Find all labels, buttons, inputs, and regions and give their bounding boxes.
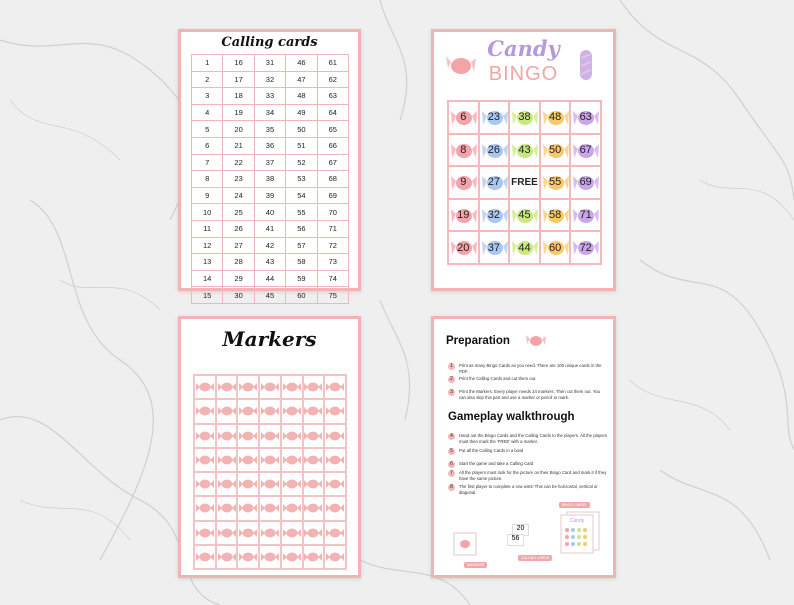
marker-cell (216, 472, 238, 496)
calling-cards-row (192, 237, 349, 254)
bingo-card-page (431, 29, 616, 291)
marker-cell (324, 375, 346, 399)
marker-cell (259, 521, 281, 545)
instruction-step (448, 470, 608, 481)
bingo-number: 63 (579, 111, 592, 124)
marker-cell (237, 545, 259, 569)
calling-number: 35 (254, 121, 285, 138)
marker-cell (259, 472, 281, 496)
calling-number: 53 (286, 171, 317, 188)
marker-cell (216, 448, 238, 472)
bingo-number: 26 (487, 143, 501, 156)
bingo-cell[interactable] (479, 199, 510, 232)
candy-marker-icon (261, 454, 279, 466)
bingo-number: 38 (518, 111, 531, 124)
candy-marker-icon (304, 551, 322, 563)
marker-cell (216, 496, 238, 520)
candy-marker-icon (326, 430, 344, 442)
marker-cell (259, 375, 281, 399)
calling-number: 75 (317, 287, 348, 304)
markers-label: MARKERS (464, 562, 487, 568)
calling-number: 13 (192, 254, 223, 271)
calling-cards-label: CALLING CARDS (518, 555, 552, 561)
calling-number: 29 (223, 270, 254, 287)
calling-number: 66 (317, 137, 348, 154)
calling-number: 67 (317, 154, 348, 171)
candy-marker-icon (261, 527, 279, 539)
calling-number: 60 (286, 287, 317, 304)
calling-number: 51 (286, 137, 317, 154)
candy-marker-icon (218, 478, 236, 490)
calling-number: 65 (317, 121, 348, 138)
instruction-step (448, 461, 608, 468)
candy-marker-icon (326, 381, 344, 393)
calling-number: 72 (317, 237, 348, 254)
calling-cards-row (192, 121, 349, 138)
candy-marker-icon (196, 502, 214, 514)
calling-number: 40 (254, 204, 285, 221)
svg-text:Candy: Candy (569, 518, 585, 524)
bingo-cell[interactable] (540, 134, 571, 167)
calling-cards-row (192, 204, 349, 221)
bingo-grid (447, 100, 602, 265)
calling-number: 41 (254, 220, 285, 237)
step-number: 3 (448, 389, 455, 396)
calling-number: 44 (254, 270, 285, 287)
candy-marker-icon (196, 527, 214, 539)
step-number: 8 (448, 484, 455, 491)
bingo-number: 58 (548, 209, 562, 222)
step-number: 6 (448, 461, 455, 468)
marker-cell (237, 375, 259, 399)
step-number: 7 (448, 470, 455, 477)
calling-cards-row (192, 220, 349, 237)
marker-cell (303, 448, 325, 472)
calling-number: 2 (192, 71, 223, 88)
calling-number: 18 (223, 88, 254, 105)
marker-cell (216, 375, 238, 399)
calling-number: 71 (317, 220, 348, 237)
candy-marker-icon (239, 551, 257, 563)
marker-cell (194, 545, 216, 569)
step-number: 4 (448, 433, 455, 440)
marker-cell (216, 521, 238, 545)
preparation-heading: Preparation (446, 335, 510, 347)
calling-number: 69 (317, 187, 348, 204)
markers-page (178, 316, 361, 578)
candy-marker-icon (304, 381, 322, 393)
marker-cell (324, 545, 346, 569)
marker-cell (281, 545, 303, 569)
candy-marker-icon (283, 551, 301, 563)
instruction-step (448, 433, 608, 444)
calling-cards-row (192, 55, 349, 72)
marker-cell (216, 399, 238, 423)
marker-cell (259, 399, 281, 423)
bingo-cell[interactable] (479, 166, 510, 199)
marker-cell (194, 496, 216, 520)
calling-number: 62 (317, 71, 348, 88)
bingo-number: 32 (487, 209, 501, 222)
bingo-number: 72 (579, 241, 592, 254)
candy-marker-icon (283, 454, 301, 466)
candy-marker-icon (304, 454, 322, 466)
step-text: Print the Markers. Every player needs 24 markers. Then cut them out. You can also skip this part and use a marker or pencil to mark. (459, 389, 601, 400)
bingo-number: 55 (548, 176, 562, 189)
calling-cards-title: Calling cards (221, 35, 318, 50)
bingo-number: 8 (460, 143, 467, 156)
bingo-cell[interactable] (570, 101, 601, 134)
marker-cell (303, 545, 325, 569)
candy-marker-icon (326, 478, 344, 490)
bingo-number: 19 (457, 209, 470, 222)
calling-number: 24 (223, 187, 254, 204)
calling-number: 74 (317, 270, 348, 287)
candy-marker-icon (196, 381, 214, 393)
calling-number: 19 (223, 104, 254, 121)
bingo-cell[interactable] (570, 166, 601, 199)
calling-number: 17 (223, 71, 254, 88)
candy-marker-icon (239, 454, 257, 466)
calling-cards-row (192, 137, 349, 154)
calling-number: 36 (254, 137, 285, 154)
marker-cell (259, 545, 281, 569)
candy-marker-icon (326, 454, 344, 466)
marker-cell (281, 448, 303, 472)
candy-marker-icon (239, 478, 257, 490)
candy-marker-icon (196, 405, 214, 417)
bingo-cell[interactable] (479, 231, 510, 264)
candy-marker-icon (239, 381, 257, 393)
candy-marker-icon (239, 430, 257, 442)
marker-cell (281, 399, 303, 423)
step-number: 1 (448, 363, 455, 370)
candy-marker-icon (304, 430, 322, 442)
candy-marker-icon (283, 527, 301, 539)
bingo-cell[interactable] (570, 199, 601, 232)
bingo-cell[interactable] (509, 231, 540, 264)
candy-marker-icon (196, 478, 214, 490)
calling-number: 32 (254, 71, 285, 88)
step-text: Print the Calling Cards and cut them out. (459, 376, 537, 381)
step-text: Hand out the Bingo Cards and the Calling Cards to the players. All the players must then mark the 'FREE' with a marker. (459, 433, 608, 444)
candy-marker-icon (283, 502, 301, 514)
instructions-page (431, 316, 616, 578)
marker-cell (194, 472, 216, 496)
calling-number: 15 (192, 287, 223, 304)
calling-cards-row (192, 104, 349, 121)
bingo-number: 27 (487, 176, 501, 189)
calling-number: 9 (192, 187, 223, 204)
calling-number: 48 (286, 88, 317, 105)
marker-cell (303, 521, 325, 545)
bingo-title-candy: Candy (487, 36, 560, 61)
calling-number: 27 (223, 237, 254, 254)
calling-cards-row (192, 154, 349, 171)
calling-number: 46 (286, 55, 317, 72)
candy-marker-icon (283, 381, 301, 393)
calling-number: 73 (317, 254, 348, 271)
instruction-step (448, 376, 608, 383)
calling-number: 33 (254, 88, 285, 105)
candy-marker-icon (218, 502, 236, 514)
candy-marker-icon (218, 551, 236, 563)
calling-number: 6 (192, 137, 223, 154)
calling-cards-row (192, 270, 349, 287)
step-number: 5 (448, 448, 455, 455)
calling-number: 23 (223, 171, 254, 188)
marker-cell (194, 399, 216, 423)
candy-marker-icon (261, 502, 279, 514)
marker-cell (303, 472, 325, 496)
marker-cell (194, 375, 216, 399)
candy-marker-icon (283, 405, 301, 417)
calling-number: 59 (286, 270, 317, 287)
candy-marker-icon (218, 430, 236, 442)
markers-title: Markers (222, 327, 317, 351)
marker-cell (281, 424, 303, 448)
bingo-cell[interactable] (509, 134, 540, 167)
marker-cell (303, 496, 325, 520)
calling-cards-page (178, 29, 361, 300)
step-text: Print as many Bingo Cards as you need. There are 100 unique cards in the PDF. (459, 363, 602, 374)
marker-cell (281, 496, 303, 520)
calling-number: 31 (254, 55, 285, 72)
candy-marker-icon (261, 551, 279, 563)
bingo-number: 6 (460, 111, 467, 124)
marker-cell (194, 448, 216, 472)
bingo-number: 67 (579, 143, 592, 156)
calling-number: 26 (223, 220, 254, 237)
marker-cell (324, 521, 346, 545)
bingo-cell[interactable] (479, 101, 510, 134)
marker-cell (237, 472, 259, 496)
calling-number: 30 (223, 287, 254, 304)
marker-cell (324, 424, 346, 448)
calling-number: 16 (223, 55, 254, 72)
bingo-number: 37 (487, 241, 501, 254)
step-text: Start the game and take a Calling Card (459, 461, 534, 466)
candy-marker-icon (326, 551, 344, 563)
markers-illustration (452, 529, 480, 559)
marker-cell (194, 424, 216, 448)
candy-marker-icon (326, 405, 344, 417)
calling-number: 50 (286, 121, 317, 138)
gameplay-heading: Gameplay walkthrough (448, 411, 575, 423)
calling-number: 5 (192, 121, 223, 138)
calling-number: 68 (317, 171, 348, 188)
marker-cell (216, 545, 238, 569)
calling-number: 34 (254, 104, 285, 121)
candy-marker-icon (261, 405, 279, 417)
candy-marker-icon (326, 527, 344, 539)
calling-number: 4 (192, 104, 223, 121)
calling-number: 52 (286, 154, 317, 171)
calling-number: 49 (286, 104, 317, 121)
marker-cell (259, 424, 281, 448)
calling-number: 38 (254, 171, 285, 188)
bingo-cell[interactable] (540, 101, 571, 134)
marker-cell (259, 448, 281, 472)
calling-number: 54 (286, 187, 317, 204)
candy-marker-icon (218, 527, 236, 539)
calling-number: 37 (254, 154, 285, 171)
calling-number: 21 (223, 137, 254, 154)
candy-marker-icon (326, 502, 344, 514)
candy-marker-icon (218, 405, 236, 417)
marker-cell (237, 399, 259, 423)
marker-cell (194, 521, 216, 545)
candy-marker-icon (261, 430, 279, 442)
marker-cell (324, 399, 346, 423)
calling-number: 11 (192, 220, 223, 237)
candy-marker-icon (283, 430, 301, 442)
instruction-step (448, 448, 608, 455)
marker-cell (281, 472, 303, 496)
calling-number: 1 (192, 55, 223, 72)
candy-marker-icon (304, 405, 322, 417)
calling-number: 58 (286, 254, 317, 271)
calling-number: 3 (192, 88, 223, 105)
calling-number: 12 (192, 237, 223, 254)
calling-number: 28 (223, 254, 254, 271)
candy-marker-icon (218, 454, 236, 466)
calling-cards-row (192, 287, 349, 304)
candy-marker-icon (304, 478, 322, 490)
marker-cell (324, 448, 346, 472)
marker-cell (303, 375, 325, 399)
bingo-cell[interactable] (509, 101, 540, 134)
step-text: All the players must look for the picture on their Bingo Card and mark it if they have the same picture. (459, 470, 607, 481)
calling-number: 56 (286, 220, 317, 237)
marker-cell (259, 496, 281, 520)
calling-number: 55 (286, 204, 317, 221)
candy-icon (526, 331, 546, 349)
candy-marker-icon (261, 381, 279, 393)
bingo-cards-label: BINGO CARDS (559, 502, 590, 508)
calling-number: 14 (192, 270, 223, 287)
step-text: The first player to complete a row wins! This can be horizontal, vertical or diagonal. (459, 484, 598, 495)
calling-number: 64 (317, 104, 348, 121)
calling-cards-row (192, 71, 349, 88)
calling-number: 43 (254, 254, 285, 271)
bingo-cell[interactable] (448, 231, 479, 264)
bingo-number: 45 (518, 209, 531, 222)
bingo-cell[interactable] (479, 134, 510, 167)
bingo-cell[interactable] (570, 134, 601, 167)
calling-number: 25 (223, 204, 254, 221)
calling-cards-row (192, 171, 349, 188)
calling-number: 70 (317, 204, 348, 221)
bingo-number: 20 (457, 241, 470, 254)
bingo-number: 44 (518, 241, 531, 254)
bingo-cell[interactable] (448, 134, 479, 167)
bingo-number: 48 (548, 111, 562, 124)
bingo-cell[interactable] (509, 199, 540, 232)
calling-number: 45 (254, 287, 285, 304)
bingo-title-bingo: BINGO (488, 63, 559, 85)
bingo-cell[interactable] (448, 166, 479, 199)
candy-marker-icon (261, 478, 279, 490)
bingo-cell[interactable] (570, 231, 601, 264)
candy-marker-icon (304, 527, 322, 539)
candy-marker-icon (239, 502, 257, 514)
step-number: 2 (448, 376, 455, 383)
calling-number: 10 (192, 204, 223, 221)
marker-cell (324, 496, 346, 520)
marker-cell (281, 375, 303, 399)
calling-number: 47 (286, 71, 317, 88)
marker-cell (237, 448, 259, 472)
bingo-free-cell[interactable] (509, 166, 540, 199)
step-text: Put all the Calling Cards in a bowl (459, 448, 524, 453)
markers-grid (193, 374, 347, 570)
bingo-cell[interactable] (540, 166, 571, 199)
candy-marker-icon (196, 551, 214, 563)
bingo-number: 23 (487, 111, 501, 124)
marker-cell (303, 399, 325, 423)
calling-number: 63 (317, 88, 348, 105)
bingo-number: 60 (548, 241, 562, 254)
bingo-cell[interactable] (448, 199, 479, 232)
calling-number: 42 (254, 237, 285, 254)
calling-cards-row (192, 187, 349, 204)
candy-marker-icon (304, 502, 322, 514)
candy-marker-icon (239, 405, 257, 417)
candy-marker-icon (196, 430, 214, 442)
bingo-number: FREE (511, 176, 538, 188)
calling-number: 20 (223, 121, 254, 138)
instruction-step (448, 389, 608, 400)
marker-cell (324, 472, 346, 496)
instruction-step (448, 363, 608, 374)
calling-number: 39 (254, 187, 285, 204)
candy-marker-icon (218, 381, 236, 393)
calling-number: 61 (317, 55, 348, 72)
bingo-number: 9 (460, 176, 467, 189)
marker-cell (216, 424, 238, 448)
candy-marker-icon (196, 454, 214, 466)
calling-card-mini-1: 20 (512, 524, 529, 536)
marker-cell (303, 424, 325, 448)
calling-number: 7 (192, 154, 223, 171)
calling-cards-table (191, 54, 349, 304)
bingo-number: 43 (518, 143, 531, 156)
calling-number: 8 (192, 171, 223, 188)
candy-marker-icon (283, 478, 301, 490)
bingo-cell[interactable] (448, 101, 479, 134)
instruction-step (448, 484, 608, 495)
marker-cell (281, 521, 303, 545)
marker-cell (237, 496, 259, 520)
marker-cell (237, 521, 259, 545)
bingo-cell[interactable] (540, 231, 571, 264)
candy-marker-icon (239, 527, 257, 539)
bingo-number: 69 (579, 176, 592, 189)
calling-cards-row (192, 88, 349, 105)
calling-number: 57 (286, 237, 317, 254)
bingo-cards-illustration (555, 510, 603, 554)
bingo-number: 50 (548, 143, 562, 156)
marker-cell (237, 424, 259, 448)
calling-number: 22 (223, 154, 254, 171)
calling-card-mini-2: 56 (507, 534, 524, 546)
bingo-cell[interactable] (540, 199, 571, 232)
bingo-number: 71 (579, 209, 592, 222)
calling-cards-row (192, 254, 349, 271)
